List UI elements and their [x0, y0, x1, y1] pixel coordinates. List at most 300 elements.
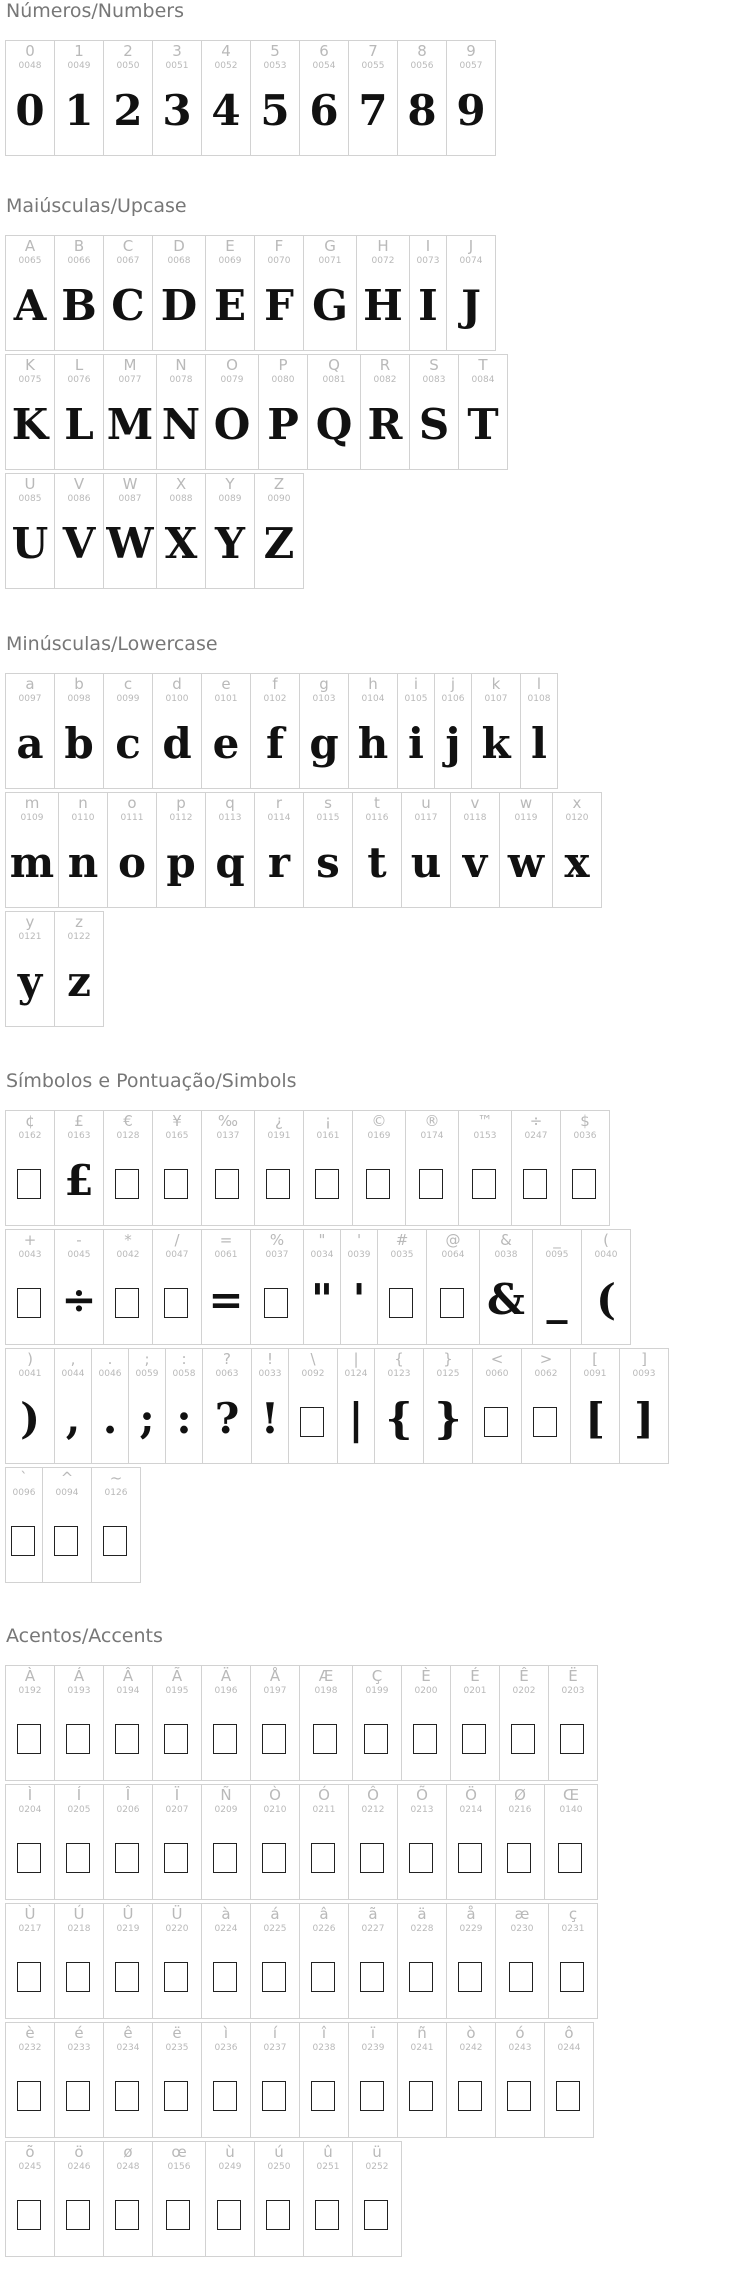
glyph-cell[interactable] [5, 1784, 55, 1900]
glyph-cell[interactable] [250, 1903, 300, 2019]
glyph-cell[interactable] [299, 1784, 349, 1900]
char-code-label: 0209 [214, 1805, 238, 1815]
glyph-preview: Z [263, 519, 295, 568]
character-label: Ì [27, 1786, 33, 1804]
glyph-row [5, 1348, 668, 1464]
char-code-label: 0115 [316, 813, 340, 823]
glyph-cell[interactable] [397, 2022, 447, 2138]
glyph-cell[interactable] [426, 1229, 480, 1345]
glyph-cell[interactable] [458, 354, 508, 470]
glyph-cell[interactable] [360, 354, 410, 470]
glyph-cell[interactable] [409, 354, 459, 470]
character-label: | [353, 1350, 359, 1368]
char-code-label: 0233 [67, 2043, 91, 2053]
char-code-label: 0079 [220, 375, 244, 385]
glyph-cell[interactable] [544, 1784, 598, 1900]
glyph-cell[interactable] [5, 792, 59, 908]
glyph-cell[interactable] [152, 673, 202, 789]
char-code-label: 0064 [441, 1250, 465, 1260]
glyph-cell[interactable] [303, 792, 353, 908]
character-label: O [226, 356, 238, 374]
glyph-cell[interactable] [201, 1229, 251, 1345]
char-code-label: 0197 [263, 1686, 287, 1696]
glyph-cell[interactable] [446, 2022, 496, 2138]
glyph-cell[interactable] [548, 1665, 598, 1781]
glyph-preview: A [13, 281, 47, 330]
char-code-label: 0165 [165, 1131, 189, 1141]
character-label: ! [266, 1350, 273, 1368]
glyph-preview: ( [596, 1275, 616, 1324]
char-code-label: 0239 [361, 2043, 385, 2053]
glyph-cell[interactable] [250, 1784, 300, 1900]
glyph-cell[interactable] [54, 673, 104, 789]
character-label: Ø [514, 1786, 526, 1804]
glyph-cell[interactable] [156, 354, 206, 470]
glyph-cell[interactable] [152, 2022, 202, 2138]
char-code-label: 0174 [420, 1131, 444, 1141]
char-code-label: 0203 [561, 1686, 585, 1696]
character-label: ` [20, 1469, 28, 1487]
glyph-cell[interactable] [5, 235, 55, 351]
character-label: Ä [220, 1667, 232, 1685]
glyph-cell[interactable] [446, 40, 496, 156]
glyph-cell[interactable] [152, 1784, 202, 1900]
char-code-label: 0252 [365, 2162, 389, 2172]
char-code-label: 0106 [441, 694, 465, 704]
missing-glyph-box-icon [17, 1843, 41, 1873]
char-code-label: 0245 [18, 2162, 42, 2172]
glyph-preview: v [462, 838, 488, 887]
char-code-label: 0035 [390, 1250, 414, 1260]
character-label: P [278, 356, 288, 374]
char-code-label: 0039 [347, 1250, 371, 1260]
char-code-label: 0086 [67, 494, 91, 504]
glyph-preview: 3 [162, 86, 192, 135]
char-code-label: 0034 [310, 1250, 334, 1260]
character-label: . [107, 1350, 113, 1368]
glyph-cell[interactable] [521, 1348, 571, 1464]
char-code-label: 0084 [471, 375, 495, 385]
char-code-label: 0092 [301, 1369, 325, 1379]
glyph-cell[interactable] [458, 1110, 512, 1226]
glyph-cell[interactable] [499, 792, 553, 908]
glyph-cell[interactable] [352, 792, 402, 908]
glyph-cell[interactable] [374, 1348, 424, 1464]
character-label: ( [603, 1231, 609, 1249]
glyph-cell[interactable] [352, 2141, 402, 2257]
glyph-cell[interactable] [58, 792, 108, 908]
glyph-cell[interactable] [54, 2022, 104, 2138]
character-label: H [377, 237, 389, 255]
character-label: M [123, 356, 137, 374]
char-code-label: 0219 [116, 1924, 140, 1934]
glyph-cell[interactable] [254, 473, 304, 589]
glyph-cell[interactable] [348, 673, 398, 789]
char-code-label: 0108 [527, 694, 551, 704]
char-code-label: 0111 [120, 813, 144, 823]
character-label: Œ [562, 1786, 580, 1804]
glyph-cell[interactable] [156, 792, 206, 908]
glyph-cell[interactable] [54, 354, 104, 470]
glyph-cell[interactable] [254, 2141, 304, 2257]
glyph-cell[interactable] [348, 40, 398, 156]
character-label: å [466, 1905, 476, 1923]
char-code-label: 0204 [18, 1805, 42, 1815]
glyph-cell[interactable] [471, 673, 521, 789]
glyph-cell[interactable] [254, 1110, 304, 1226]
missing-glyph-box-icon [17, 2081, 41, 2111]
character-label: © [371, 1112, 387, 1130]
glyph-cell[interactable] [152, 1903, 202, 2019]
character-label: / [174, 1231, 180, 1249]
glyph-cell[interactable] [619, 1348, 669, 1464]
glyph-cell[interactable] [472, 1348, 522, 1464]
glyph-row [5, 1467, 140, 1583]
glyph-cell[interactable] [91, 1467, 141, 1583]
char-code-label: 0067 [116, 256, 140, 266]
glyph-preview: ; [139, 1394, 155, 1443]
glyph-cell[interactable] [299, 2022, 349, 2138]
glyph-cell[interactable] [401, 1665, 451, 1781]
missing-glyph-box-icon [115, 1288, 139, 1318]
character-label: Û [122, 1905, 134, 1923]
character-label: î [321, 2024, 327, 2042]
glyph-row [5, 1784, 597, 1900]
character-label: ] [641, 1350, 647, 1368]
glyph-cell[interactable] [54, 1229, 104, 1345]
glyph-cell[interactable] [434, 673, 472, 789]
char-code-label: 0231 [561, 1924, 585, 1934]
glyph-cell[interactable] [5, 40, 55, 156]
char-code-label: 0251 [316, 2162, 340, 2172]
glyph-cell[interactable] [103, 673, 153, 789]
glyph-cell[interactable] [103, 1903, 153, 2019]
glyph-cell[interactable] [205, 354, 259, 470]
glyph-cell[interactable] [201, 673, 251, 789]
character-label: ò [466, 2024, 476, 2042]
missing-glyph-box-icon [572, 1169, 596, 1199]
glyph-cell[interactable] [5, 473, 55, 589]
glyph-cell[interactable] [377, 1229, 427, 1345]
glyph-cell[interactable] [254, 235, 304, 351]
glyph-cell[interactable] [409, 235, 447, 351]
glyph-cell[interactable] [201, 1110, 255, 1226]
glyph-cell[interactable] [5, 354, 55, 470]
glyph-cell[interactable] [397, 673, 435, 789]
glyph-preview: a [16, 719, 44, 768]
glyph-cell[interactable] [152, 1110, 202, 1226]
glyph-cell[interactable] [352, 1110, 406, 1226]
character-label: w [519, 794, 533, 812]
glyph-preview: b [64, 719, 94, 768]
glyph-cell[interactable] [5, 1665, 55, 1781]
character-label: m [24, 794, 40, 812]
missing-glyph-box-icon [11, 1526, 35, 1556]
glyph-cell[interactable] [201, 2022, 251, 2138]
character-label: [ [592, 1350, 598, 1368]
glyph-cell[interactable] [405, 1110, 459, 1226]
character-label: * [124, 1231, 132, 1249]
glyph-cell[interactable] [54, 1903, 104, 2019]
glyph-cell[interactable] [103, 40, 153, 156]
glyph-cell[interactable] [560, 1110, 610, 1226]
glyph-cell[interactable] [54, 235, 104, 351]
glyph-cell[interactable] [356, 235, 410, 351]
char-code-label: 0097 [18, 694, 42, 704]
glyph-cell[interactable] [299, 673, 349, 789]
glyph-preview: " [311, 1275, 333, 1324]
char-code-label: 0128 [116, 1131, 140, 1141]
glyph-cell[interactable] [165, 1348, 203, 1464]
glyph-cell[interactable] [152, 2141, 206, 2257]
glyph-cell[interactable] [103, 2141, 153, 2257]
character-label: } [443, 1350, 453, 1368]
glyph-cell[interactable] [303, 1110, 353, 1226]
missing-glyph-box-icon [17, 1169, 41, 1199]
glyph-cell[interactable] [205, 235, 255, 351]
glyph-cell[interactable] [107, 792, 157, 908]
glyph-cell[interactable] [5, 1229, 55, 1345]
glyph-cell[interactable] [201, 1903, 251, 2019]
glyph-cell[interactable] [103, 473, 157, 589]
glyph-cell[interactable] [5, 1903, 55, 2019]
character-label: Õ [416, 1786, 428, 1804]
character-label: ê [123, 2024, 133, 2042]
character-label: Z [273, 475, 285, 493]
glyph-cell[interactable] [250, 1665, 300, 1781]
glyph-cell[interactable] [495, 2022, 545, 2138]
missing-glyph-box-icon [213, 1843, 237, 1873]
character-label: ¡ [324, 1112, 331, 1130]
glyph-cell[interactable] [299, 1665, 353, 1781]
char-code-label: 0205 [67, 1805, 91, 1815]
glyph-cell[interactable] [202, 1348, 252, 1464]
missing-glyph-box-icon [213, 1962, 237, 1992]
glyph-cell[interactable] [446, 235, 496, 351]
glyph-preview: L [64, 400, 94, 449]
glyph-cell[interactable] [5, 1348, 55, 1464]
glyph-cell[interactable] [5, 911, 55, 1027]
char-code-label: 0102 [263, 694, 287, 704]
character-label: Ç [371, 1667, 383, 1685]
char-code-label: 0123 [387, 1369, 411, 1379]
missing-glyph-box-icon [472, 1169, 496, 1199]
glyph-row [5, 235, 495, 351]
glyph-cell[interactable] [54, 1665, 104, 1781]
glyph-cell[interactable] [340, 1229, 378, 1345]
glyph-cell[interactable] [54, 1784, 104, 1900]
missing-glyph-box-icon [462, 1724, 486, 1754]
char-code-label: 0050 [116, 61, 140, 71]
glyph-cell[interactable] [397, 1903, 447, 2019]
glyph-preview: £ [64, 1156, 94, 1205]
glyph-preview: } [434, 1394, 462, 1443]
glyph-cell[interactable] [54, 473, 104, 589]
glyph-cell[interactable] [5, 2022, 55, 2138]
glyph-preview: I [418, 281, 438, 330]
glyph-preview: ? [214, 1394, 240, 1443]
character-label: _ [553, 1231, 561, 1249]
glyph-cell[interactable] [54, 911, 104, 1027]
missing-glyph-box-icon [556, 2081, 580, 2111]
glyph-cell[interactable] [205, 473, 255, 589]
glyph-cell[interactable] [54, 2141, 104, 2257]
character-label: T [478, 356, 488, 374]
glyph-cell[interactable] [258, 354, 308, 470]
glyph-cell[interactable] [499, 1665, 549, 1781]
glyph-cell[interactable] [201, 1665, 251, 1781]
character-label: ã [368, 1905, 378, 1923]
character-label: ™ [477, 1112, 493, 1130]
char-code-label: 0065 [18, 256, 42, 266]
glyph-cell[interactable] [5, 2141, 55, 2257]
missing-glyph-box-icon [300, 1407, 324, 1437]
glyph-cell[interactable] [532, 1229, 582, 1345]
glyph-cell[interactable] [250, 673, 300, 789]
glyph-cell[interactable] [5, 1110, 55, 1226]
glyph-cell[interactable] [479, 1229, 533, 1345]
glyph-cell[interactable] [446, 1784, 496, 1900]
glyph-cell[interactable] [337, 1348, 375, 1464]
glyph-cell[interactable] [397, 1784, 447, 1900]
glyph-cell[interactable] [303, 2141, 353, 2257]
glyph-cell[interactable] [423, 1348, 473, 1464]
glyph-cell[interactable] [54, 1110, 104, 1226]
glyph-cell[interactable] [103, 1784, 153, 1900]
missing-glyph-box-icon [366, 1169, 390, 1199]
char-code-label: 0230 [510, 1924, 534, 1934]
glyph-preview: U [11, 519, 49, 568]
glyph-cell[interactable] [544, 2022, 594, 2138]
glyph-cell[interactable] [495, 1784, 545, 1900]
char-code-label: 0080 [271, 375, 295, 385]
char-code-label: 0085 [18, 494, 42, 504]
char-code-label: 0062 [534, 1369, 558, 1379]
glyph-cell[interactable] [54, 40, 104, 156]
glyph-cell[interactable] [156, 473, 206, 589]
missing-glyph-box-icon [17, 1288, 41, 1318]
glyph-cell[interactable] [152, 1229, 202, 1345]
char-code-label: 0161 [316, 1131, 340, 1141]
char-code-label: 0224 [214, 1924, 238, 1934]
missing-glyph-box-icon [164, 1843, 188, 1873]
glyph-cell[interactable] [299, 1903, 349, 2019]
character-label: $ [580, 1112, 590, 1130]
character-label: ~ [109, 1469, 123, 1487]
missing-glyph-box-icon [533, 1407, 557, 1437]
character-label: + [23, 1231, 37, 1249]
glyph-cell[interactable] [548, 1903, 598, 2019]
character-label: ù [225, 2143, 235, 2161]
char-code-label: 0192 [18, 1686, 42, 1696]
glyph-cell[interactable] [254, 792, 304, 908]
glyph-cell[interactable] [250, 1229, 304, 1345]
glyph-cell[interactable] [299, 40, 349, 156]
char-code-label: 0073 [416, 256, 440, 266]
missing-glyph-box-icon [213, 1724, 237, 1754]
glyph-row [5, 1665, 597, 1781]
char-code-label: 0116 [365, 813, 389, 823]
glyph-cell[interactable] [352, 1665, 402, 1781]
character-label: é [74, 2024, 84, 2042]
glyph-cell[interactable] [570, 1348, 620, 1464]
missing-glyph-box-icon [115, 2200, 139, 2230]
glyph-cell[interactable] [205, 2141, 255, 2257]
glyph-cell[interactable] [511, 1110, 561, 1226]
glyph-cell[interactable] [581, 1229, 631, 1345]
character-label: e [221, 675, 231, 693]
glyph-cell[interactable] [54, 1348, 92, 1464]
glyph-cell[interactable] [152, 235, 206, 351]
glyph-cell[interactable] [128, 1348, 166, 1464]
glyph-cell[interactable] [201, 1784, 251, 1900]
char-code-label: 0191 [267, 1131, 291, 1141]
glyph-cell[interactable] [397, 40, 447, 156]
character-label: œ [171, 2143, 187, 2161]
glyph-cell[interactable] [348, 2022, 398, 2138]
glyph-cell[interactable] [201, 40, 251, 156]
char-code-label: 0201 [463, 1686, 487, 1696]
glyph-cell[interactable] [303, 1229, 341, 1345]
missing-glyph-box-icon [360, 1843, 384, 1873]
char-code-label: 0199 [365, 1686, 389, 1696]
missing-glyph-box-icon [115, 1724, 139, 1754]
glyph-cell[interactable] [5, 1467, 43, 1583]
glyph-cell[interactable] [5, 673, 55, 789]
glyph-cell[interactable] [103, 354, 157, 470]
glyph-cell[interactable] [446, 1903, 496, 2019]
char-code-label: 0076 [67, 375, 91, 385]
char-code-label: 0053 [263, 61, 287, 71]
glyph-cell[interactable] [450, 792, 500, 908]
glyph-preview: : [176, 1394, 192, 1443]
glyph-cell[interactable] [250, 40, 300, 156]
glyph-cell[interactable] [152, 40, 202, 156]
glyph-cell[interactable] [348, 1903, 398, 2019]
glyph-cell[interactable] [91, 1348, 129, 1464]
glyph-cell[interactable] [42, 1467, 92, 1583]
glyph-cell[interactable] [307, 354, 361, 470]
glyph-preview: P [267, 400, 299, 449]
glyph-cell[interactable] [250, 2022, 300, 2138]
character-label: ÷ [529, 1112, 543, 1130]
glyph-cell[interactable] [103, 1229, 153, 1345]
char-code-label: 0232 [18, 2043, 42, 2053]
glyph-cell[interactable] [450, 1665, 500, 1781]
glyph-cell[interactable] [152, 1665, 202, 1781]
glyph-cell[interactable] [348, 1784, 398, 1900]
glyph-cell[interactable] [103, 1665, 153, 1781]
glyph-cell[interactable] [401, 792, 451, 908]
missing-glyph-box-icon [103, 1526, 127, 1556]
glyph-cell[interactable] [520, 673, 558, 789]
glyph-row [5, 2022, 593, 2138]
character-label: d [172, 675, 182, 693]
glyph-preview: z [67, 957, 91, 1006]
character-label: ô [564, 2024, 574, 2042]
glyph-cell[interactable] [303, 235, 357, 351]
glyph-cell[interactable] [552, 792, 602, 908]
glyph-cell[interactable] [288, 1348, 338, 1464]
glyph-cell[interactable] [251, 1348, 289, 1464]
glyph-cell[interactable] [103, 2022, 153, 2138]
character-label: @ [445, 1231, 461, 1249]
char-code-label: 0113 [218, 813, 242, 823]
glyph-cell[interactable] [103, 1110, 153, 1226]
glyph-cell[interactable] [205, 792, 255, 908]
glyph-cell[interactable] [103, 235, 153, 351]
glyph-cell[interactable] [495, 1903, 549, 2019]
